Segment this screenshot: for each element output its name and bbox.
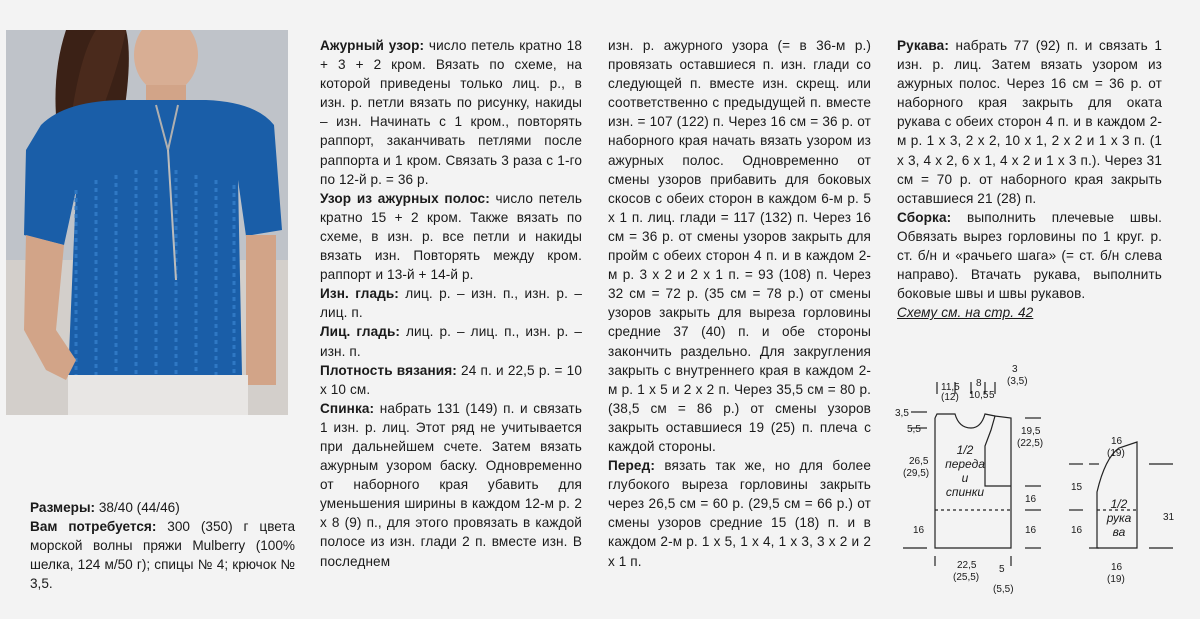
paragraph (897, 36, 1162, 208)
dim-sleeve-15: 15 (1071, 482, 1083, 493)
paragraph-label: Рукава: (897, 38, 949, 53)
body-label-line4: спинки (945, 485, 985, 499)
paragraph-label: Узор из ажурных полос: (320, 190, 490, 206)
model-photo-illustration (6, 30, 288, 415)
dim-top-neck: 11,5 (941, 382, 960, 393)
sizes-label: Размеры: (30, 500, 96, 515)
instructions-column-1 (320, 36, 582, 571)
sleeve-label-line3: ва (1112, 525, 1126, 539)
paragraph-text: лиц. р. – изн. п., изн. р. – лиц. п. (320, 286, 582, 321)
dim-top-shoulder-alt: 10,5 (969, 390, 989, 401)
sizes-value: 38/40 (44/46) (95, 500, 180, 515)
dim-sleeve-top: 16 (1111, 436, 1123, 447)
dim-top-shoulder: 8 (976, 378, 982, 389)
dim-left-265: 26,5 (909, 456, 929, 467)
dim-bottom-5: 5 (999, 564, 1005, 575)
paragraph-text: число петель кратно 18 + 3 + 2 кром. Вязать по схеме, на которой приведены только лиц. р., в изн. р. петли вязать по рисунку, накиды – изн. Начинать с 1 кром., повторять раппорт, заканчивать петлями после раппорта и 1 кром. Связать 3 раза с 1-го по 12-й р. = 36 р. (320, 38, 582, 187)
neck-outline (935, 414, 995, 428)
sleeve-label-fraction: 1/2 (1110, 497, 1128, 511)
paragraph-label: Изн. гладь: (320, 286, 399, 302)
body-label-line2: переда (945, 457, 985, 471)
body-outline (935, 416, 1011, 548)
dim-right-225: (22,5) (1017, 438, 1044, 449)
model-photo (6, 30, 288, 415)
paragraph (320, 284, 582, 322)
paragraph-text: вязать так же, но для более глубокого выреза горловины закрыть через 26,5 см = 60 р. (29,5 см = 66 р.) от смены узоров средние 15 (18) п. и в каждом 2-м р. 1 х 5, 1 х 4, 1 х 3, 3 х 2 и 2 х 1 п. (608, 458, 871, 569)
sizes-line (30, 498, 295, 517)
paragraph-text: лиц. р. – лиц. п., изн. р. – изн. п. (320, 324, 583, 359)
body-label-fraction: 1/2 (956, 443, 974, 457)
materials-line (30, 517, 295, 593)
paragraph-label: Сборка: (897, 209, 952, 225)
paragraph-label: Плотность вязания: (320, 362, 457, 378)
paragraph-label: Лиц. гладь: (320, 324, 401, 340)
dim-left-55: 5,5 (907, 424, 921, 435)
materials-value: 300 (350) г цвета морской волны пряжи Mulberry (100% шелка, 124 м/50 г); спицы № 4; крючок № 3,5. (30, 519, 295, 592)
dim-top-neck-alt: (12) (941, 392, 959, 403)
dim-sleeve-16: 16 (1071, 525, 1083, 536)
intro-block (30, 498, 295, 593)
dim-right-16a: 16 (1025, 494, 1037, 505)
paragraph (320, 36, 582, 189)
paragraph (320, 189, 582, 284)
paragraph-text: изн. р. ажурного узора (= в 36-м р.) провязать оставшиеся п. изн. глади со следующей п. вместе изн. скрещ. или соответственно с предыдущей п. вместе изн. = 107 (122) п. Через 16 см = 36 р. от наборного края начать вязать узором из ажурных полос. Одновременно от смены узоров прибавить для боковых скосов с обеих сторон в каждом 6-м р. 5 х 1 п. лиц. глади = 117 (132) п. Через 16 см = 36 р. от смены узоров закрыть для пройм с обеих сторон 4 п. и в каждом 2-м р. 3 х 2 и 2 х 1 п. = 93 (108) п. Через 32 см = 72 р. (35 см = 78 р.) от смены узоров закрыть для выреза горловины средние 37 (40) п. и обе стороны закончить раздельно. Для закругления закрыть с внутреннего края в каждом 2-м р. 1 х 5 и 2 х 2 п. Через 35,5 см = 80 р. (38,5 см = 86 р.) от смены узоров закрыть оставшиеся 19 (25) п. плеча с каждой стороны. (608, 38, 871, 454)
instructions-column-2 (608, 36, 871, 571)
dim-right-16b: 16 (1025, 525, 1037, 536)
dim-sleeve-bottom-alt: (19) (1107, 574, 1125, 585)
sleeve-label-line2: рука (1106, 511, 1132, 525)
paragraph (608, 456, 871, 571)
paragraph-text: набрать 77 (92) п. и связать 1 изн. р. лиц. Затем вязать узором из ажурных полос. Через 16 см = 36 р. от наборного края закрыть для оката рукава с обеих сторон 4 п. и в каждом 2-м р. 1 х 3, 2 х 2, 10 х 1, 2 х 2 и 1 х 3 п. (1 х 3, 4 х 2, 6 х 1, 4 х 2 и 1 х 3 п.). Через 31 см = 70 р. от наборного края закрыть оставшиеся 21 (28) п. (897, 38, 1162, 206)
paragraph (897, 208, 1162, 303)
paragraph-text: число петель кратно 15 + 2 кром. Также вязать по схеме, в изн. р. все петли и накиды вязать изн. Повторять между кром. раппорт и 13-й + 14-й р. (320, 190, 582, 283)
scheme-reference-link[interactable]: Схему см. на стр. 42 (897, 305, 1034, 321)
body-label-line3: и (961, 471, 969, 485)
paragraph-text: выполнить плечевые швы. Обвязать вырез горловины по 1 круг. р. ст. б/н и «рачьего шага» (= ст. б/н слева направо). Втачать рукава, выполнить боковые швы и швы рукавов. (897, 209, 1162, 302)
paragraph-label: Спинка: (320, 400, 375, 416)
dim-left-295: (29,5) (903, 468, 930, 479)
dim-bottom-225: 22,5 (957, 560, 977, 571)
materials-label: Вам потребуется: (30, 519, 157, 535)
dim-bottom-255: (25,5) (953, 572, 980, 583)
paragraph-text: 24 п. и 22,5 р. = 10 х 10 см. (320, 362, 583, 397)
dim-sleeve-31: 31 (1163, 512, 1175, 523)
paragraph-text: набрать 131 (149) п. и связать 1 изн. р. лиц. Этот ряд не учитывается при дальнейшем счете. Затем вязать ажурным узором баску. Одновременно от наборного края убавить для уменьшения ширины в каждом 12-м р. 2 х 8 (9) п., для этого провязать в каждой полосе из изн. глади 2 п. вместе изн. В последнем (320, 400, 582, 569)
dim-left-35: 3,5 (895, 408, 909, 419)
paragraph (320, 361, 582, 399)
paragraph (320, 399, 582, 571)
dim-top-armhole: 3 (1012, 364, 1018, 375)
dim-top-armhole-alt: (3,5) (1007, 376, 1028, 387)
dim-bottom-55: (5,5) (993, 584, 1014, 595)
dim-sleeve-bottom: 16 (1111, 562, 1123, 573)
paragraph (608, 36, 871, 456)
dim-left-16: 16 (913, 525, 925, 536)
dim-sleeve-top-alt: (19) (1107, 448, 1125, 459)
pattern-schematic (893, 360, 1183, 610)
dim-top-5: 5 (989, 390, 995, 401)
dim-right-195: 19,5 (1021, 426, 1041, 437)
instructions-column-3 (897, 36, 1162, 322)
paragraph (320, 322, 582, 360)
paragraph-label: Перед: (608, 458, 655, 474)
paragraph-label: Ажурный узор: (320, 38, 425, 53)
